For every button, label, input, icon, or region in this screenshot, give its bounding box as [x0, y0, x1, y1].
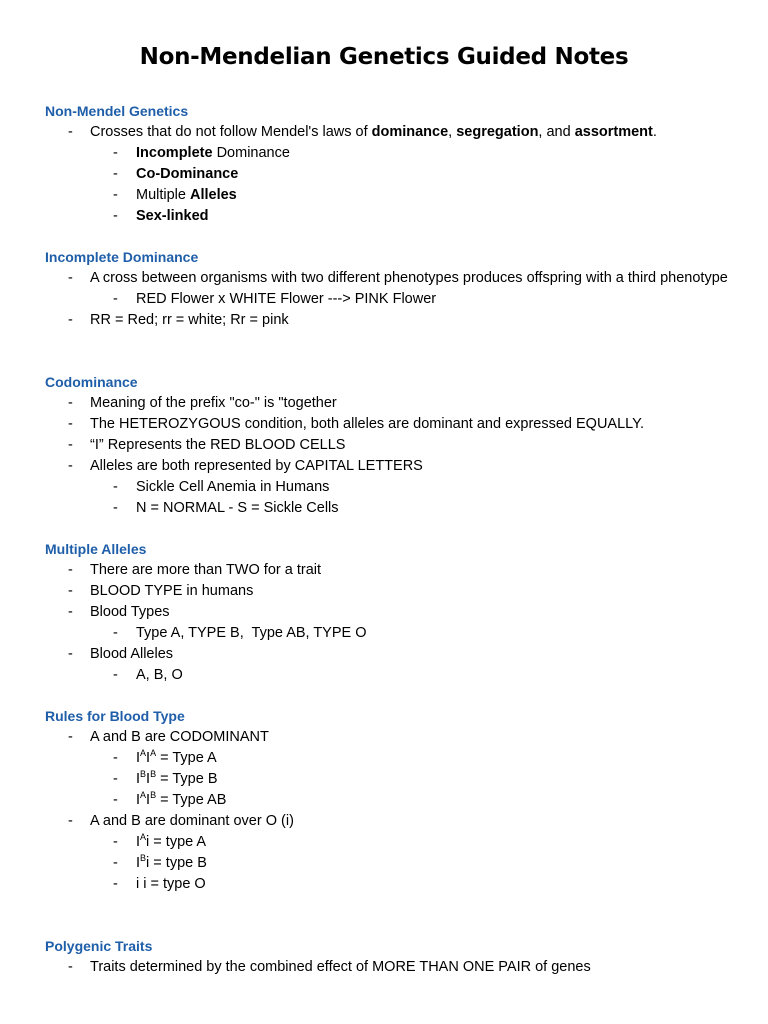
- section-heading: Multiple Alleles: [45, 541, 147, 557]
- allele-symbol: I: [136, 771, 141, 787]
- item-text: Sickle Cell Anemia in Humans: [136, 479, 330, 495]
- item-text: i i = type O: [136, 876, 206, 892]
- bold-term: Co-Dominance: [136, 166, 239, 182]
- bold-term: dominance: [371, 124, 449, 140]
- section-incomplete-dominance: [45, 247, 745, 331]
- section-multiple-alleles: [45, 539, 745, 686]
- section-non-mendel-genetics: [45, 101, 745, 227]
- allele-superscript: A: [150, 748, 157, 758]
- bullet-dash: -: [113, 479, 118, 495]
- item-text: Meaning of the prefix "co-" is "together: [90, 395, 337, 411]
- list-item: [45, 727, 745, 748]
- sub-list-item: [45, 665, 745, 686]
- bold-term: segregation: [456, 124, 539, 140]
- allele-symbol: I: [146, 771, 151, 787]
- item-text: RED Flower x WHITE Flower ---> PINK Flower: [136, 291, 437, 307]
- bullet-dash: -: [113, 876, 118, 892]
- bullet-dash: -: [68, 395, 73, 411]
- list-item: [45, 581, 745, 602]
- list-item: [45, 811, 745, 832]
- sub-list-item: [45, 289, 745, 310]
- allele-symbol: I: [136, 792, 141, 808]
- item-text: Blood Types: [90, 604, 170, 620]
- item-text: A, B, O: [136, 667, 183, 683]
- allele-superscript: B: [150, 790, 157, 800]
- item-text: A and B are dominant over O (i): [90, 813, 294, 829]
- allele-superscript: A: [140, 748, 147, 758]
- bullet-dash: -: [113, 750, 118, 766]
- section-codominance: [45, 372, 745, 519]
- allele-superscript: B: [140, 769, 147, 779]
- bullet-dash: -: [113, 855, 118, 871]
- item-text: Alleles are both represented by CAPITAL LETTERS: [90, 458, 423, 474]
- bullet-dash: -: [113, 291, 118, 307]
- item-text: There are more than TWO for a trait: [90, 562, 322, 578]
- item-text: = Type AB: [156, 792, 227, 808]
- list-item: [45, 435, 745, 456]
- item-text: BLOOD TYPE in humans: [90, 583, 254, 599]
- bullet-dash: -: [68, 646, 73, 662]
- allele-symbol: I: [136, 855, 141, 871]
- page-title: Non-Mendelian Genetics Guided Notes: [139, 44, 629, 70]
- allele-superscript: B: [150, 769, 157, 779]
- bullet-dash: -: [68, 270, 73, 286]
- bullet-dash: -: [113, 145, 118, 161]
- bullet-dash: -: [113, 667, 118, 683]
- item-text: .: [652, 124, 657, 140]
- sub-list-item: [45, 790, 745, 811]
- bullet-dash: -: [113, 187, 118, 203]
- bullet-dash: -: [68, 124, 73, 140]
- bullet-dash: -: [68, 458, 73, 474]
- section-heading: Incomplete Dominance: [45, 249, 199, 265]
- bold-term: Sex-linked: [136, 208, 209, 224]
- list-item: [45, 957, 745, 978]
- list-item: [45, 393, 745, 414]
- bullet-dash: -: [68, 437, 73, 453]
- bullet-dash: -: [68, 583, 73, 599]
- section-heading: Codominance: [45, 374, 138, 390]
- section-heading: Polygenic Traits: [45, 938, 153, 954]
- item-text: ,: [448, 124, 457, 140]
- bold-term: assortment: [574, 124, 653, 140]
- sub-list-item: [45, 874, 745, 895]
- item-text: Traits determined by the combined effect of MORE THAN ONE PAIR of genes: [90, 959, 591, 975]
- item-text: = Type A: [156, 750, 217, 766]
- list-item: [45, 602, 745, 623]
- bold-term: Incomplete: [136, 145, 213, 161]
- sub-list-item: [45, 143, 745, 164]
- bullet-dash: -: [113, 771, 118, 787]
- sub-list-item: [45, 477, 745, 498]
- item-text: N = NORMAL - S = Sickle Cells: [136, 500, 339, 516]
- list-item: [45, 644, 745, 665]
- sub-list-item: [45, 206, 745, 227]
- item-text: Type A, TYPE B, Type AB, TYPE O: [136, 625, 367, 641]
- bullet-dash: -: [113, 208, 118, 224]
- sub-list-item: [45, 853, 745, 874]
- item-text: RR = Red; rr = white; Rr = pink: [90, 312, 289, 328]
- sub-list-item: [45, 769, 745, 790]
- item-text: A and B are CODOMINANT: [90, 729, 269, 745]
- item-text: Crosses that do not follow Mendel's laws of: [90, 124, 372, 140]
- item-text: Dominance: [212, 145, 290, 161]
- bullet-dash: -: [68, 729, 73, 745]
- item-text: Multiple: [136, 187, 190, 203]
- allele-superscript: A: [140, 832, 147, 842]
- list-item: [45, 414, 745, 435]
- sub-list-item: [45, 623, 745, 644]
- bullet-dash: -: [68, 562, 73, 578]
- section-rules-blood-type: [45, 706, 745, 895]
- item-text: i = type A: [146, 834, 207, 850]
- item-text: = Type B: [156, 771, 218, 787]
- item-text: , and: [538, 124, 575, 140]
- bullet-dash: -: [113, 625, 118, 641]
- section-heading: Rules for Blood Type: [45, 708, 185, 724]
- allele-symbol: I: [136, 750, 141, 766]
- list-item: [45, 560, 745, 581]
- sub-list-item: [45, 498, 745, 519]
- bullet-dash: -: [68, 312, 73, 328]
- allele-superscript: B: [140, 853, 147, 863]
- bullet-dash: -: [113, 834, 118, 850]
- allele-symbol: I: [136, 834, 141, 850]
- bullet-dash: -: [113, 166, 118, 182]
- bullet-dash: -: [68, 416, 73, 432]
- list-item: [45, 122, 745, 143]
- list-item: [45, 268, 730, 289]
- item-text: i = type B: [146, 855, 207, 871]
- allele-superscript: A: [140, 790, 147, 800]
- bullet-dash: -: [113, 792, 118, 808]
- sub-list-item: [45, 185, 745, 206]
- bullet-dash: -: [68, 813, 73, 829]
- allele-symbol: I: [146, 792, 151, 808]
- item-text: “I” Represents the RED BLOOD CELLS: [90, 437, 346, 453]
- bullet-dash: -: [68, 604, 73, 620]
- bold-term: Alleles: [190, 187, 237, 203]
- section-heading: Non-Mendel Genetics: [45, 103, 189, 119]
- sub-list-item: [45, 164, 745, 185]
- bullet-dash: -: [113, 500, 118, 516]
- sub-list-item: [45, 832, 745, 853]
- item-text: The HETEROZYGOUS condition, both alleles are dominant and expressed EQUALLY.: [90, 416, 644, 432]
- section-polygenic-traits: [45, 936, 745, 978]
- list-item: [45, 310, 745, 331]
- sub-list-item: [45, 748, 745, 769]
- bullet-dash: -: [68, 959, 73, 975]
- list-item: [45, 456, 745, 477]
- allele-symbol: I: [146, 750, 151, 766]
- item-text: Blood Alleles: [90, 646, 174, 662]
- item-text: A cross between organisms with two different phenotypes produces offspring with a third phenotype: [90, 270, 728, 286]
